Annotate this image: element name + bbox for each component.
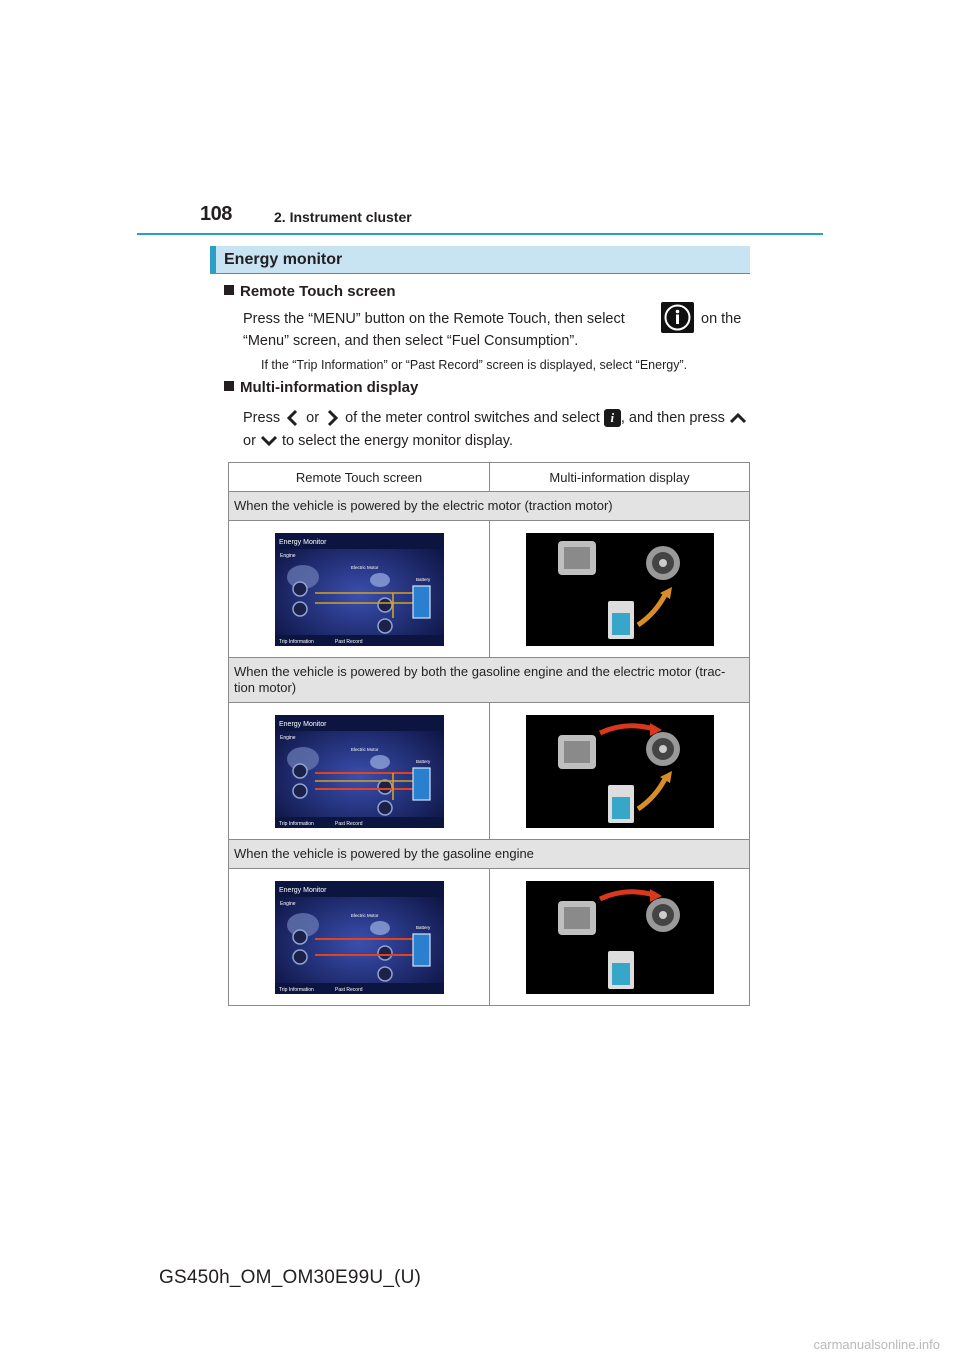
remote-touch-energy-screen-gasoline bbox=[275, 881, 444, 994]
condition-gasoline: When the vehicle is powered by the gasoline engine bbox=[229, 840, 750, 869]
svg-text:Past Record: Past Record bbox=[334, 638, 363, 645]
svg-text:Engine: Engine bbox=[279, 900, 296, 907]
multi-info-energy-display-electric bbox=[526, 533, 714, 646]
header-rule bbox=[137, 233, 823, 235]
svg-text:Trip Information: Trip Information bbox=[278, 638, 314, 645]
watermark: carmanualsonline.info bbox=[813, 1337, 940, 1352]
remote-touch-energy-screen-electric bbox=[275, 533, 444, 646]
page-number: 108 bbox=[200, 203, 232, 225]
svg-text:Energy Monitor: Energy Monitor bbox=[278, 720, 326, 728]
section-banner bbox=[210, 246, 750, 274]
svg-text:Energy Monitor: Energy Monitor bbox=[278, 886, 326, 894]
svg-text:Engine: Engine bbox=[279, 552, 296, 559]
remote-touch-screen-cell bbox=[229, 703, 490, 840]
remote-touch-note: If the “Trip Information” or “Past Record” screen is displayed, select “Energy”. bbox=[261, 358, 688, 372]
document-code: GS450h_OM_OM30E99U_(U) bbox=[159, 1267, 422, 1288]
condition-both: When the vehicle is powered by both the gasoline engine and the electric motor (trac- tion motor) bbox=[229, 658, 750, 703]
svg-text:Electric Motor: Electric Motor bbox=[350, 912, 379, 918]
table-row bbox=[229, 492, 750, 521]
energy-monitor-table bbox=[228, 462, 750, 1006]
column-header-remote-touch: Remote Touch screen bbox=[229, 463, 490, 492]
remote-touch-screen-cell bbox=[229, 521, 490, 658]
multi-info-display-cell bbox=[490, 869, 750, 1006]
table-row bbox=[229, 521, 750, 658]
table-row bbox=[229, 703, 750, 840]
multi-info-heading: Multi-information display bbox=[224, 379, 418, 396]
table-row bbox=[229, 658, 750, 703]
info-circle-icon bbox=[661, 302, 694, 333]
multi-info-energy-display-both bbox=[526, 715, 714, 828]
svg-text:Engine: Engine bbox=[279, 734, 296, 741]
chevron-left-icon bbox=[284, 409, 302, 427]
multi-info-display-cell bbox=[490, 521, 750, 658]
table-header-row bbox=[229, 463, 750, 492]
remote-touch-line1: Press the “MENU” button on the Remote Touch, then select bbox=[243, 311, 625, 327]
svg-text:Past Record: Past Record bbox=[334, 820, 363, 827]
multi-info-line2: or to select the energy monitor display. bbox=[243, 433, 514, 449]
square-bullet-icon bbox=[224, 285, 234, 295]
svg-text:Trip Information: Trip Information bbox=[278, 820, 314, 827]
square-bullet-icon bbox=[224, 381, 234, 391]
svg-text:Past Record: Past Record bbox=[334, 986, 363, 993]
screen-title: Energy Monitor bbox=[278, 538, 326, 546]
svg-text:Battery: Battery bbox=[415, 758, 430, 764]
column-header-multi-info: Multi-information display bbox=[490, 463, 750, 492]
table-row bbox=[229, 869, 750, 1006]
condition-electric: When the vehicle is powered by the electric motor (traction motor) bbox=[229, 492, 750, 521]
multi-info-energy-display-gasoline bbox=[526, 881, 714, 994]
section-title: Energy monitor bbox=[224, 251, 343, 268]
remote-touch-line2: “Menu” screen, and then select “Fuel Consumption”. bbox=[243, 333, 579, 349]
svg-text:Trip Information: Trip Information bbox=[278, 986, 314, 993]
remote-touch-heading: Remote Touch screen bbox=[224, 283, 396, 300]
remote-touch-energy-screen-both bbox=[275, 715, 444, 828]
multi-info-display-cell bbox=[490, 703, 750, 840]
chevron-right-icon bbox=[323, 409, 341, 427]
remote-touch-screen-cell bbox=[229, 869, 490, 1006]
chevron-up-icon bbox=[729, 409, 747, 427]
svg-text:Electric Motor: Electric Motor bbox=[350, 564, 379, 570]
chapter-title: 2. Instrument cluster bbox=[274, 209, 412, 225]
remote-touch-line1-end: on the bbox=[701, 311, 742, 327]
svg-text:Electric Motor: Electric Motor bbox=[350, 746, 379, 752]
svg-text:Battery: Battery bbox=[415, 576, 430, 582]
svg-text:Battery: Battery bbox=[415, 924, 430, 930]
multi-info-line1: Press or of the meter control switches and select i , and then press bbox=[243, 407, 747, 429]
table-row bbox=[229, 840, 750, 869]
i-button-icon: i bbox=[604, 409, 621, 427]
chevron-down-icon bbox=[260, 432, 278, 450]
